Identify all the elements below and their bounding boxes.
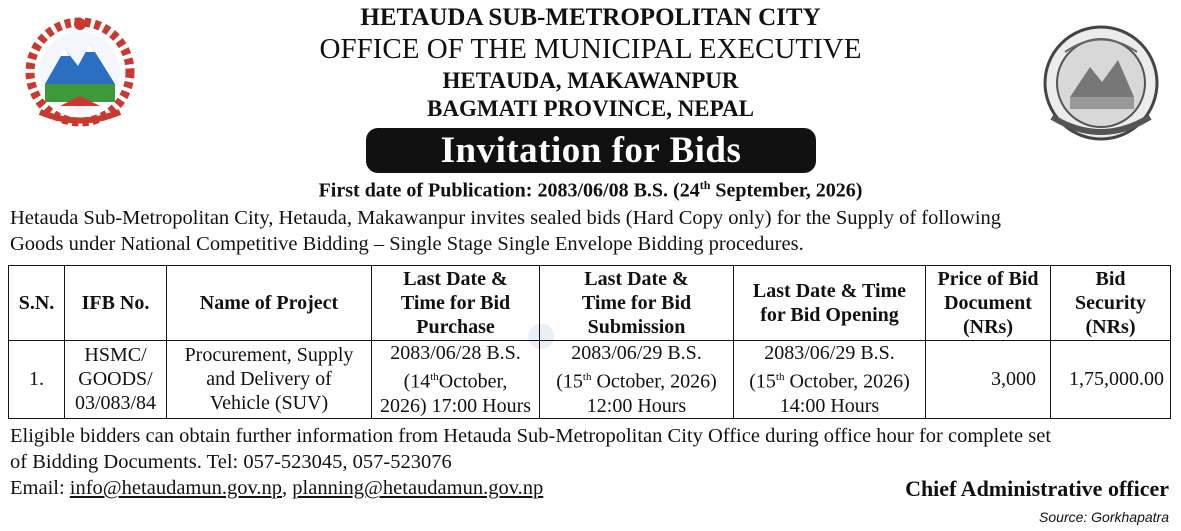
header-sn: S.N. [9,266,65,341]
cell-price: 3,000 [926,341,1051,419]
bids-table [8,265,1171,419]
table-row [9,341,1171,419]
office-address-line1: HETAUDA, MAKAWANPUR [442,68,739,93]
header-price: Price of Bid Document (NRs) [926,266,1051,341]
header-opening: Last Date & Time for Bid Opening [734,266,926,341]
email-link-planning[interactable]: planning@hetaudamun.gov.np [292,477,544,499]
cell-opening: 2083/06/29 B.S. (15th October, 2026) 14:00 Hours [734,341,926,419]
cell-ifb: HSMC/ GOODS/ 03/083/84 [65,341,167,419]
watermark: ● [500,302,577,367]
header-ifb: IFB No. [65,266,167,341]
cell-purchase: 2083/06/28 B.S. (14thOctober, 2026) 17:00 Hours [372,341,540,419]
cell-project: Procurement, Supply and Delivery of Vehicle (SUV) [167,341,372,419]
email-label: Email: [10,477,70,499]
header-project: Name of Project [167,266,372,341]
invitation-banner: Invitation for Bids [366,128,816,173]
header-purchase: Last Date & Time for Bid Purchase [372,266,540,341]
signatory: Chief Administrative officer [905,476,1169,501]
info-line2: of Bidding Documents. Tel: 057-523045, 057-523076 [10,451,452,473]
cell-sn: 1. [9,341,65,419]
header-submission: Last Date & Time for Bid Submission [540,266,734,341]
source-credit: Source: Gorkhapatra [1039,509,1169,525]
office-name-line2: OFFICE OF THE MUNICIPAL EXECUTIVE [319,33,862,65]
publication-date: First date of Publication: 2083/06/08 B.S. (24th September, 2026) [318,178,863,202]
email-link-info[interactable]: info@hetaudamun.gov.np [69,477,283,499]
intro-line2: Goods under National Competitive Bidding – Single Stage Single Envelope Bidding procedures. [10,233,804,255]
info-line1: Eligible bidders can obtain further information from Hetauda Sub-Metropolitan City Office during office hour for complete set [10,425,1052,447]
header-security: Bid Security (NRs) [1051,266,1171,341]
cell-security: 1,75,000.00 [1051,341,1171,419]
cell-submission: 2083/06/29 B.S. (15th October, 2026) 12:00 Hours [540,341,734,419]
table-header-row [9,266,1171,341]
office-address-line2: BAGMATI PROVINCE, NEPAL [427,96,754,121]
office-name-line1: HETAUDA SUB-METROPOLITAN CITY [360,4,821,31]
intro-line1: Hetauda Sub-Metropolitan City, Hetauda, Makawanpur invites sealed bids (Hard Copy only) for the Supply of following [10,207,1002,229]
email-line: Email: info@hetaudamun.gov.np, planning@hetaudamun.gov.np [10,477,544,499]
